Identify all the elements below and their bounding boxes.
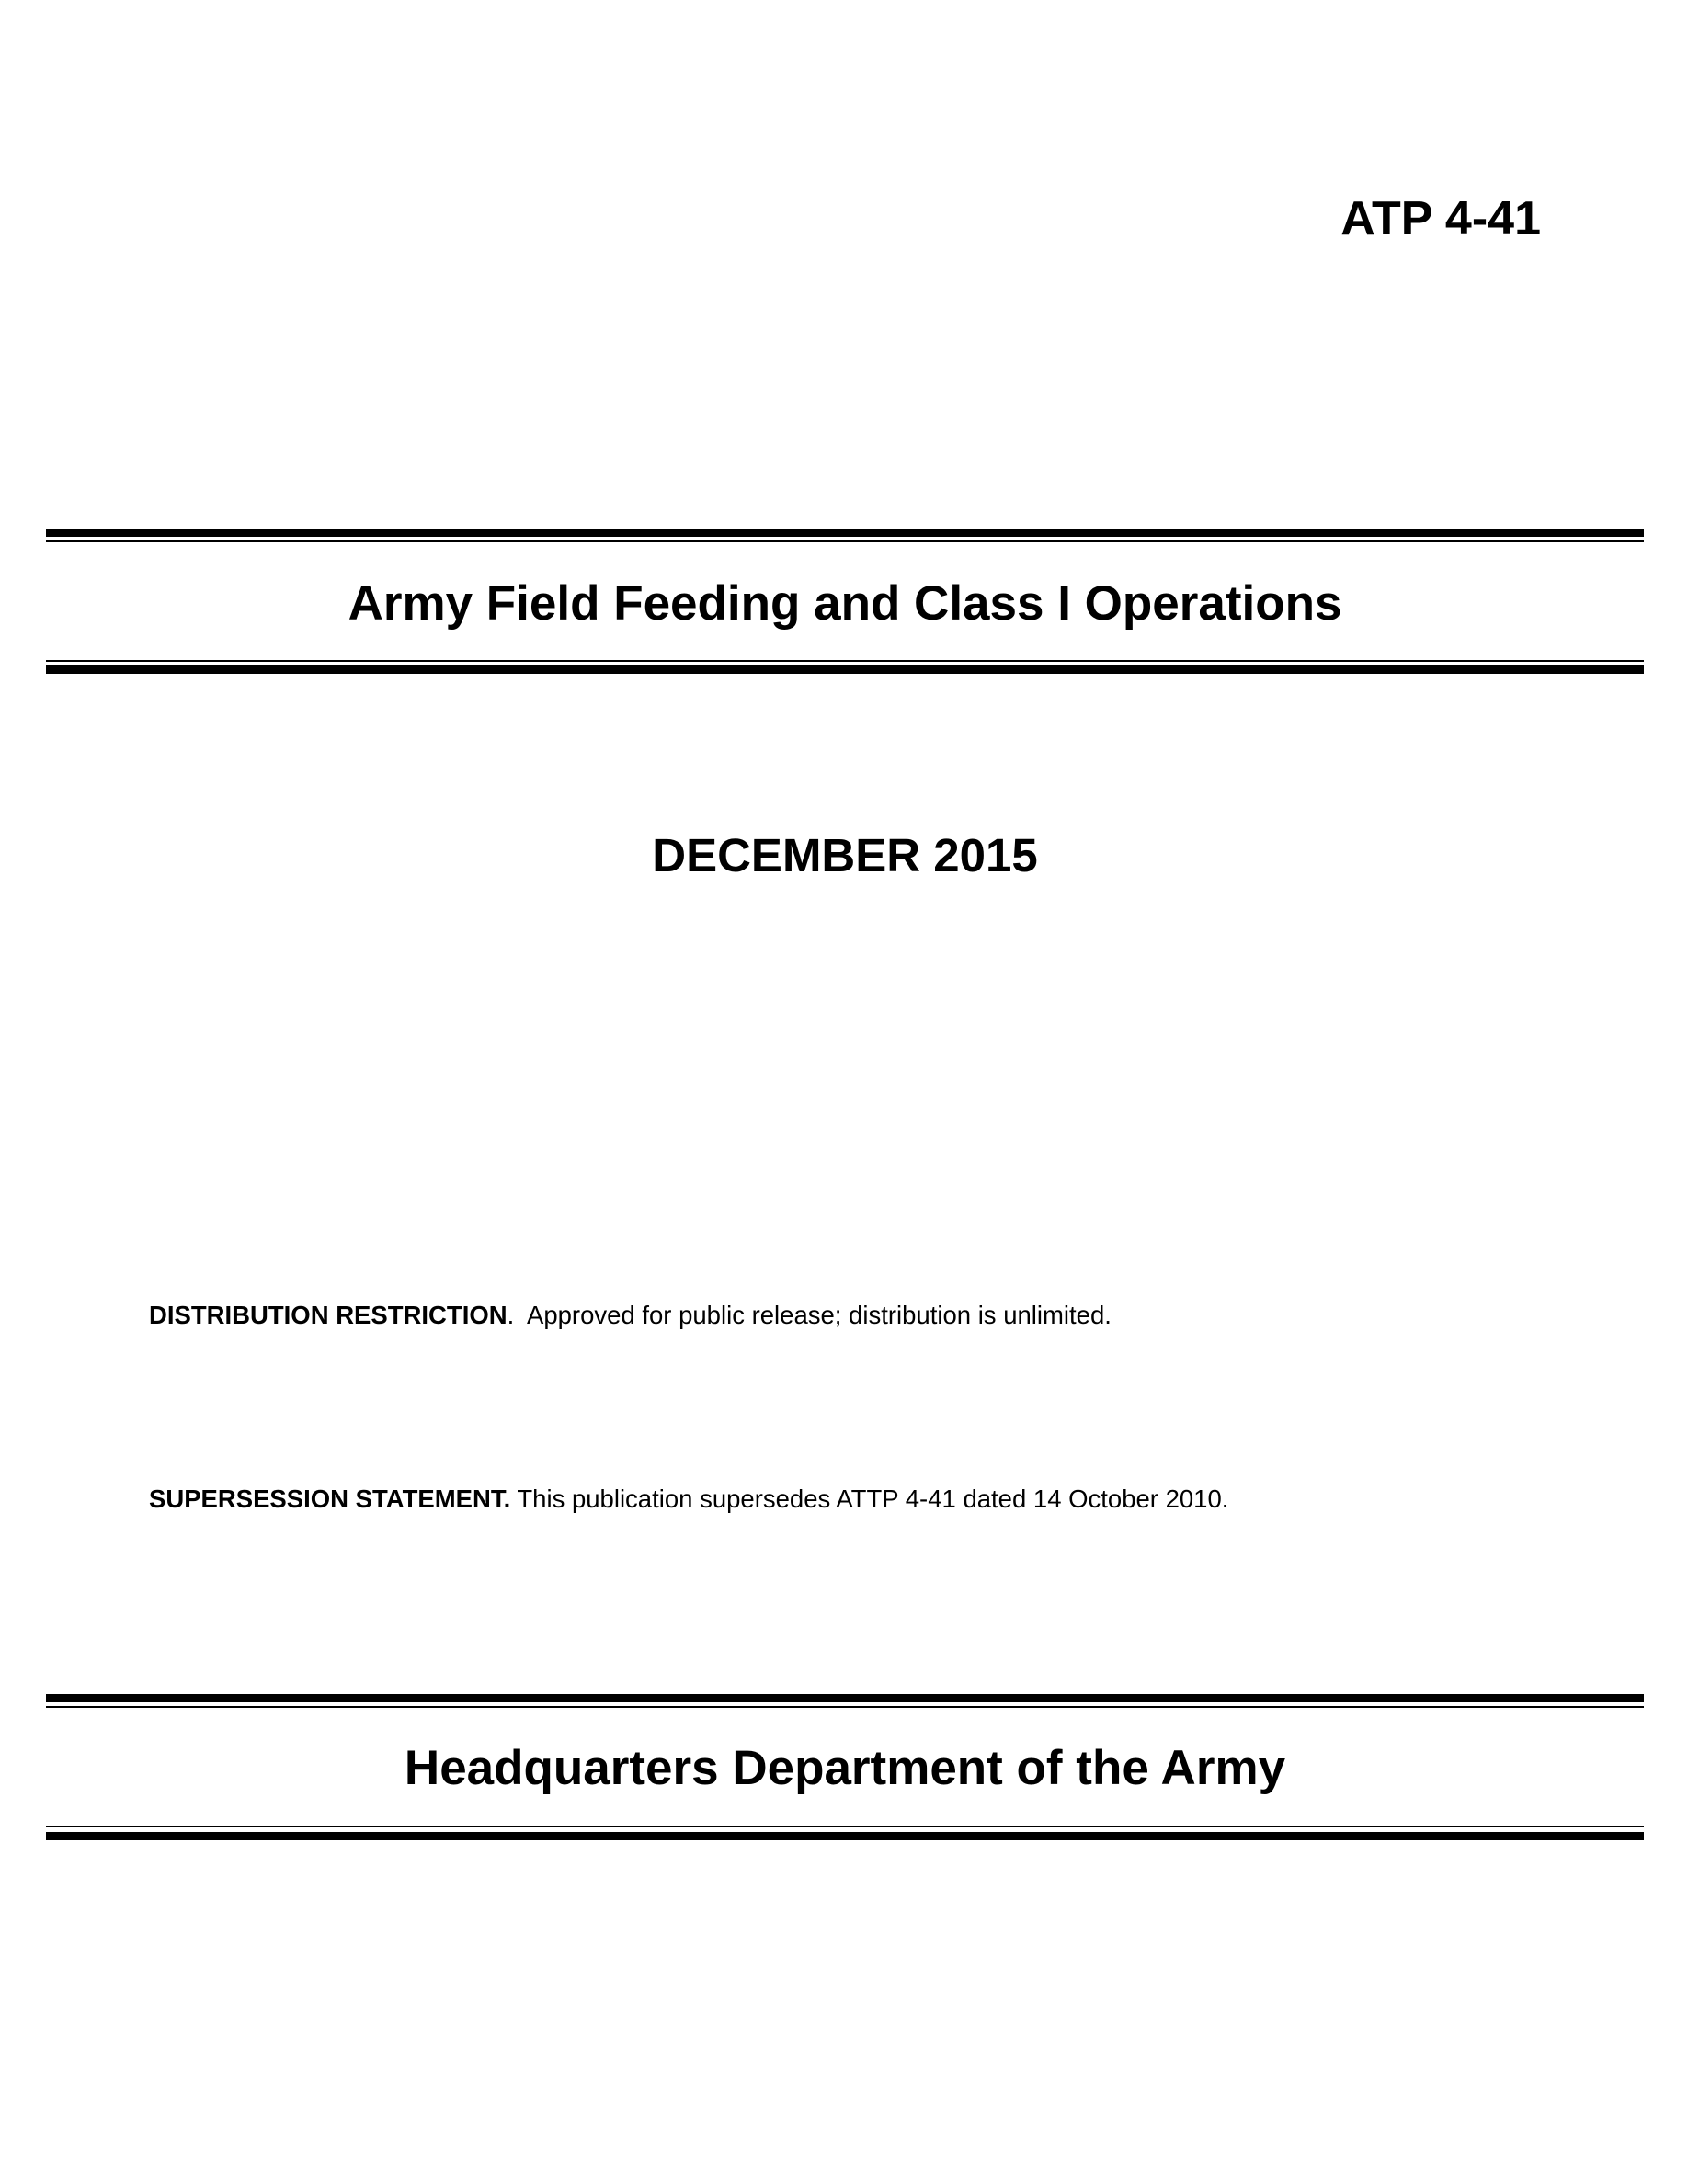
distribution-restriction [149,1302,1112,1328]
distribution-punct: . [507,1301,515,1329]
org-top-rule-thick [46,1694,1644,1702]
org-bottom-rule-thin [46,1826,1644,1827]
organization-name: Headquarters Department of the Army [404,1741,1286,1795]
distribution-text: Approved for public release; distribution is unlimited. [514,1301,1112,1329]
supersession-label: SUPERSESSION STATEMENT. [149,1484,511,1513]
publication-date: DECEMBER 2015 [652,829,1038,882]
title-bottom-rule-thick [46,665,1644,674]
publication-number: ATP 4-41 [1340,192,1541,245]
org-top-rule-thin [46,1706,1644,1708]
title-top-rule-thin [46,540,1644,542]
title-bottom-rule-thin [46,660,1644,662]
supersession-text: This publication supersedes ATTP 4-41 dated 14 October 2010. [510,1484,1229,1513]
distribution-label: DISTRIBUTION RESTRICTION [149,1301,508,1329]
supersession-statement [149,1486,1228,1512]
document-title: Army Field Feeding and Class I Operations [348,576,1342,631]
org-bottom-rule-thick [46,1832,1644,1840]
title-top-rule-thick [46,529,1644,537]
